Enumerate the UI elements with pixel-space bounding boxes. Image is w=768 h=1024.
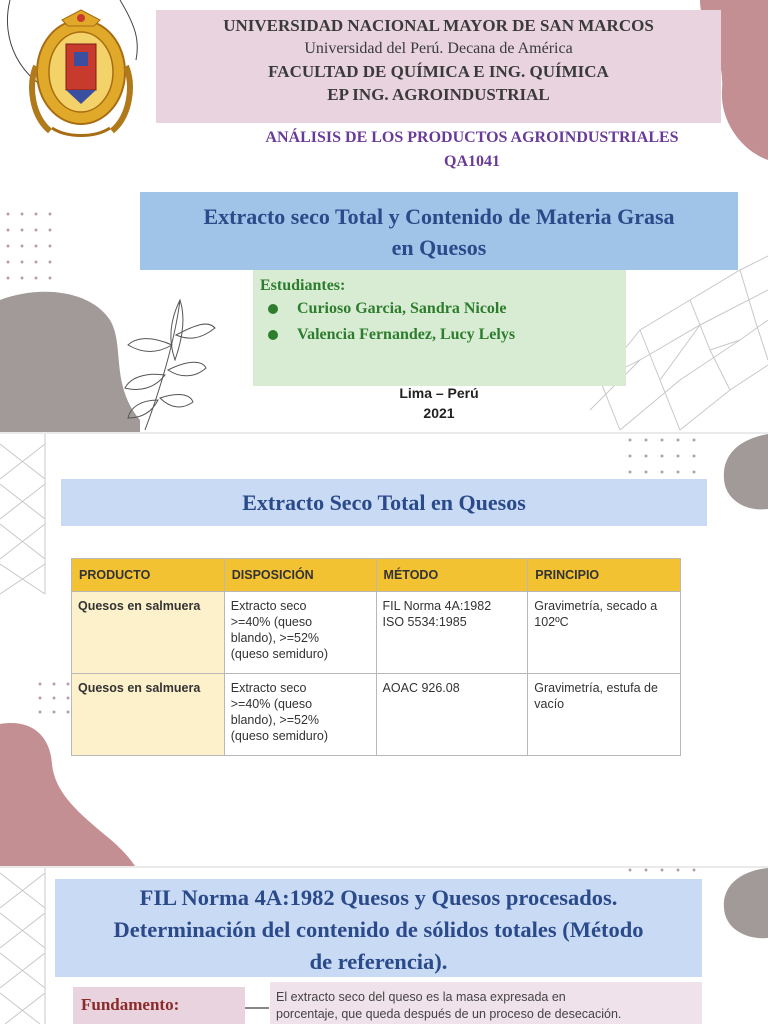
cell-disposicion [224, 674, 376, 756]
table-row [72, 674, 681, 756]
method-title-line-2: Determinación del contenido de sólidos totales (Método [113, 917, 644, 942]
column-header: PRODUCTO [72, 559, 225, 592]
cell-text: FIL Norma 4A:1982 [382, 599, 492, 613]
section-title: Extracto Seco Total en Quesos [61, 479, 707, 526]
cell-text: 102ºC [534, 615, 569, 629]
method-page [0, 868, 768, 1024]
cell-text: (queso semiduro) [230, 647, 329, 661]
cell-producto: Quesos en salmuera [72, 592, 225, 674]
connector-line [245, 1007, 269, 1009]
cell-text: Gravimetría, secado a [534, 599, 658, 613]
course-name: ANÁLISIS DE LOS PRODUCTOS AGROINDUSTRIALES [265, 129, 679, 146]
university-subtitle: Universidad del Perú. Decana de América [304, 40, 573, 57]
table-page [0, 434, 768, 866]
hexagon-pattern-icon [0, 434, 45, 594]
method-title [55, 879, 702, 977]
cell-principio [528, 674, 681, 756]
cover-page [0, 0, 768, 432]
blob-shape [724, 868, 768, 938]
leaf-branch-icon [125, 300, 215, 430]
students-heading: Estudiantes: [260, 277, 346, 294]
school-name: EP ING. AGROINDUSTRIAL [327, 85, 550, 104]
cell-text: Extracto seco [230, 681, 307, 695]
student-name: Valencia Fernandez, Lucy Lelys [297, 326, 516, 343]
page-title [140, 192, 738, 270]
cell-text: blando), >=52% [230, 631, 320, 645]
cell-text: blando), >=52% [230, 713, 320, 727]
fundamento-line-2: porcentaje, que queda después de un proceso de desecación. [276, 1007, 622, 1021]
column-header: PRINCIPIO [528, 559, 681, 592]
blob-shape [0, 292, 140, 432]
hexagon-pattern-icon [0, 868, 45, 1024]
university-name: UNIVERSIDAD NACIONAL MAYOR DE SAN MARCOS [223, 16, 654, 35]
header-banner [156, 10, 721, 123]
title-line-2: en Quesos [391, 235, 487, 260]
cell-text: >=40% (queso [230, 615, 313, 629]
column-header: MÉTODO [376, 559, 528, 592]
dot-grid-icon [7, 213, 52, 280]
blob-shape [724, 434, 768, 509]
cell-text: Gravimetría, estufa de [534, 681, 658, 695]
year: 2021 [423, 405, 455, 421]
fundamento-label: Fundamento: [73, 987, 245, 1024]
cell-text: >=40% (queso [230, 697, 313, 711]
table-header-row [72, 559, 681, 592]
cell-text: AOAC 926.08 [382, 681, 460, 695]
column-header: DISPOSICIÓN [224, 559, 376, 592]
methods-table [71, 558, 681, 756]
fundamento-line-1: El extracto seco del queso es la masa expresada en [276, 990, 566, 1004]
cell-text: Extracto seco [230, 599, 307, 613]
cell-text: (queso semiduro) [230, 729, 329, 743]
list-item [260, 300, 626, 318]
cell-disposicion [224, 592, 376, 674]
list-item [260, 326, 626, 344]
students-box [253, 270, 626, 386]
cell-producto: Quesos en salmuera [72, 674, 225, 756]
city: Lima – Perú [399, 385, 479, 401]
method-title-line-3: de referencia). [309, 949, 448, 974]
fundamento-text [270, 982, 702, 1024]
location-block [378, 383, 500, 423]
course-code: QA1041 [444, 153, 500, 170]
cell-text: ISO 5534:1985 [382, 615, 467, 629]
cell-principio [528, 592, 681, 674]
dot-grid-icon [629, 439, 696, 474]
table-row [72, 592, 681, 674]
cell-text: vacío [534, 697, 565, 711]
title-line-1: Extracto seco Total y Contenido de Materia Grasa [203, 204, 675, 229]
bullet-icon [268, 330, 278, 340]
method-title-line-1: FIL Norma 4A:1982 Quesos y Quesos procesados. [139, 885, 618, 910]
dot-grid-icon [39, 683, 70, 714]
faculty-name: FACULTAD DE QUÍMICA E ING. QUÍMICA [268, 62, 609, 81]
student-name: Curioso Garcia, Sandra Nicole [297, 300, 507, 317]
cell-metodo [376, 592, 528, 674]
cell-metodo [376, 674, 528, 756]
university-seal-icon [22, 6, 140, 146]
bullet-icon [268, 304, 278, 314]
